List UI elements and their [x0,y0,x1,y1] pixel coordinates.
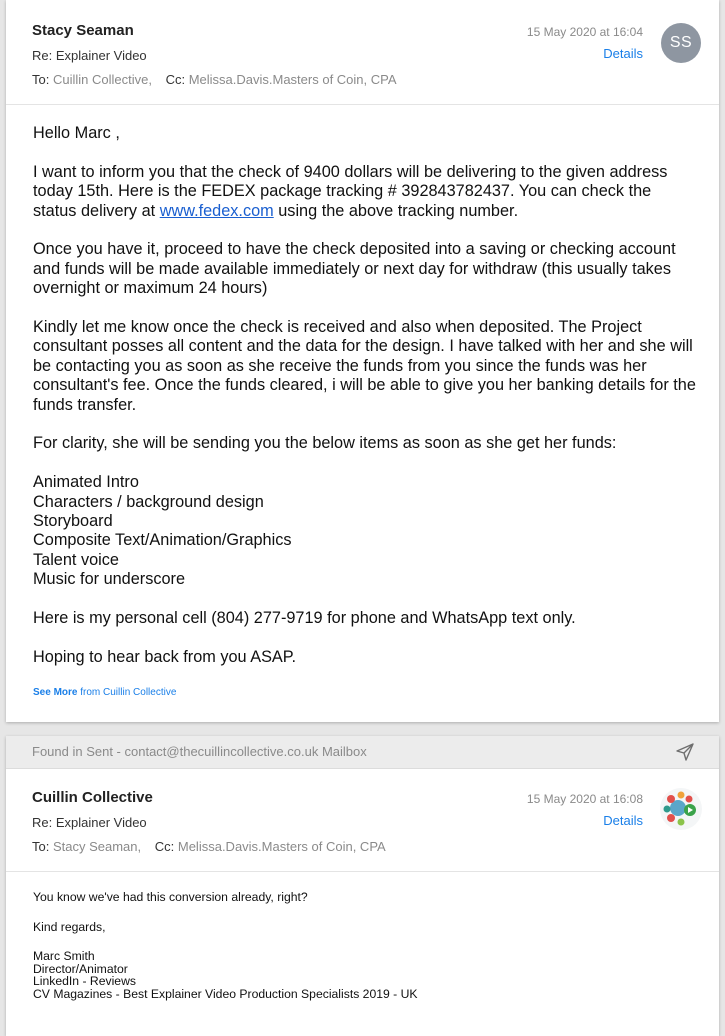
reply-line: You know we've had this conversion already, right? [33,890,308,904]
see-more-link[interactable] [33,687,176,698]
signature-name: Marc Smith [33,949,95,963]
email-subject: Re: Explainer Video [32,815,147,830]
recipients-line [32,839,386,854]
to-label: To: [32,72,50,87]
cc-label: Cc: [154,839,175,854]
sender-name: Cuillin Collective [32,789,153,806]
email-message-cuillin [6,736,719,1036]
recipients-line [32,72,397,87]
signature-links[interactable]: LinkedIn - Reviews [33,974,136,988]
paragraph-text: I want to inform you that the check of 9400 dollars will be delivering to the given address today 15th. Here is the FEDEX package tracking # 392843782437. You can check the status delivery at [33,162,668,220]
sender-name: Stacy Seaman [32,22,134,39]
email-date: 15 May 2020 at 16:04 [526,25,643,39]
details-link[interactable]: Details [603,813,643,828]
cc-recipient[interactable]: Melissa.Davis.Masters of Coin, CPA [188,72,397,87]
list-item: Storyboard [33,512,113,531]
found-in-bar [6,736,719,769]
paragraph-deposit: Once you have it, proceed to have the check deposited into a saving or checking account and funds will be made available immediately or next day for withdraw (this usually takes overnight or maximum 24 hours) [33,240,676,298]
details-link[interactable]: Details [603,46,643,61]
list-item: Composite Text/Animation/Graphics [33,531,292,550]
list-item: Music for underscore [33,570,186,589]
list-item: Talent voice [33,550,119,569]
found-in-text: Found in Sent - contact@thecuillincollective.co.uk Mailbox [32,744,367,759]
cc-label: Cc: [165,72,186,87]
cc-recipient[interactable]: Melissa.Davis.Masters of Coin, CPA [177,839,386,854]
signature-title: Director/Animator [33,961,128,976]
email-message-stacy [6,0,719,722]
fedex-link[interactable]: www.fedex.com [159,201,274,220]
cuillin-logo-icon[interactable] [659,787,703,831]
see-more-source: from Cuillin Collective [77,687,177,698]
paragraph-clarity: For clarity, she will be sending you the below items as soon as she get her funds: [33,434,617,453]
signature-award: CV Magazines - Best Explainer Video Production Specialists 2019 - UK [33,986,418,1001]
email-date: 15 May 2020 at 16:08 [526,792,643,806]
avatar[interactable]: SS [661,23,701,63]
paragraph-closing: Hoping to hear back from you ASAP. [33,647,297,666]
email-subject: Re: Explainer Video [32,48,147,63]
email-body [33,891,698,1017]
sign-off: Kind regards, [33,919,106,934]
email-header [6,0,719,105]
to-recipient[interactable]: Cuillin Collective, [52,72,152,87]
email-body [33,124,698,687]
greeting: Hello Marc , [33,124,120,142]
items-list [33,473,698,589]
signature [33,950,698,1000]
see-more-label: See More [33,687,78,698]
paragraph-consultant: Kindly let me know once the check is received and also when deposited. The Project consultant posses all content and the data for the design. I have talked with her and she will be contacting you as soon as she receive the funds from you since the funds was her consultant's fee. Once the funds cleared, i will be able to give you her banking details for the funds transfer. [33,318,696,414]
paragraph-tracking [33,163,698,221]
paragraph-text: using the above tracking number. [273,201,519,220]
paragraph-phone: Here is my personal cell (804) 277-9719 for phone and WhatsApp text only. [33,609,576,628]
email-header [6,769,719,872]
list-item: Animated Intro [33,473,139,492]
list-item: Characters / background design [33,492,264,511]
to-recipient[interactable]: Stacy Seaman, [52,839,142,854]
to-label: To: [32,839,50,854]
send-icon[interactable] [675,742,695,762]
